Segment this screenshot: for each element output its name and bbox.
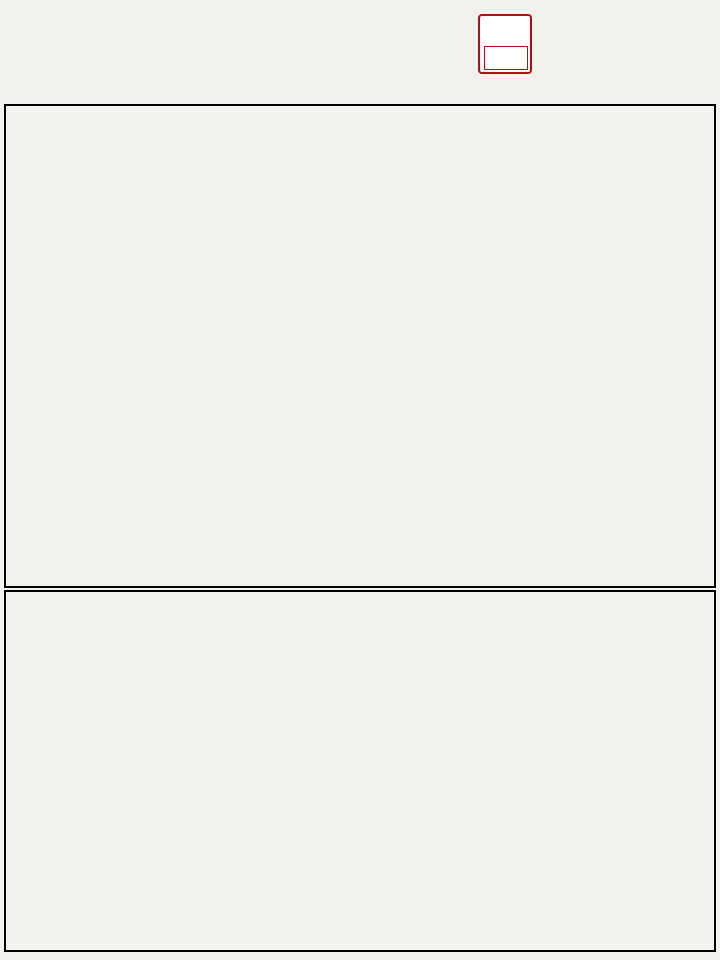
seal-glyph-box: [484, 46, 528, 70]
year-grid: [4, 590, 716, 952]
seal-glyph: [483, 19, 527, 43]
seal-stamp: [478, 14, 532, 74]
logo: [478, 8, 708, 74]
chart-grid: [4, 104, 716, 588]
